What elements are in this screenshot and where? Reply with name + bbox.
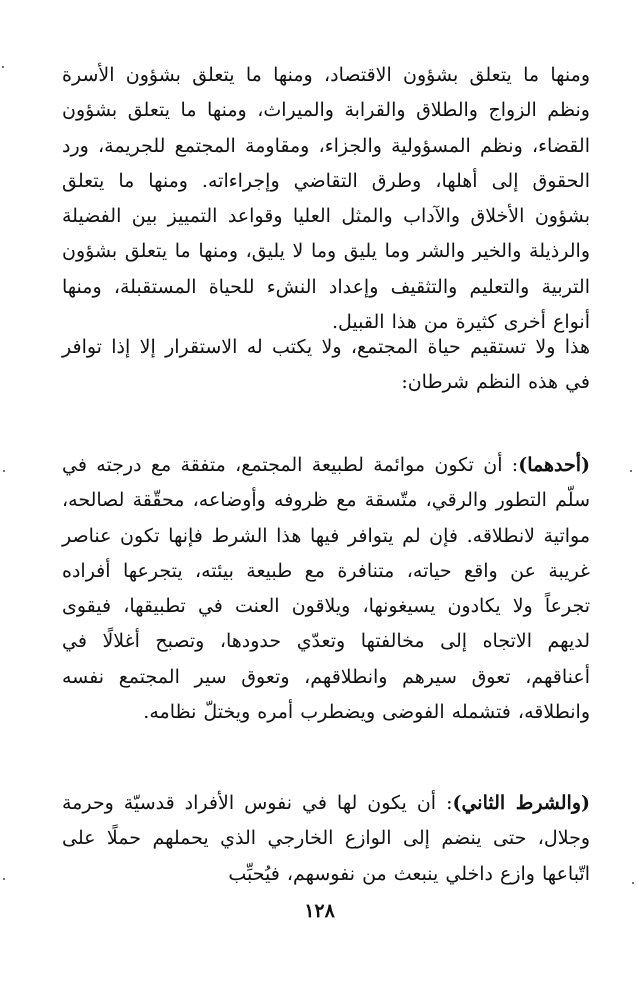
- paragraph-4: [62, 786, 590, 892]
- paragraph-2: [62, 330, 590, 401]
- paragraph-4-lead: (والشرط الثاني): [452, 792, 590, 814]
- scan-speck: [3, 470, 5, 472]
- paragraph-2-text: هذا ولا تستقيم حياة المجتمع، ولا يكتب له الاستقرار إلا إذا توافر في هذه النظم شرطان:: [62, 336, 590, 394]
- scan-speck: [632, 882, 634, 884]
- paragraph-1: [62, 58, 590, 340]
- scan-speck: [2, 66, 4, 68]
- paragraph-3: [62, 448, 590, 730]
- page-number: ١٢٨: [304, 900, 335, 922]
- scan-speck: [3, 878, 5, 880]
- scan-speck: [630, 470, 632, 472]
- paragraph-1-text: ومنها ما يتعلق بشؤون الاقتصاد، ومنها ما يتعلق بشؤون الأسرة ونظم الزواج والطلاق والقرابة والميراث، ومنها ما يتعلق بشؤون القضاء، ونظم المسؤولية والجزاء، ومقاومة المجتمع للجريمة، ورد الحقوق إلى أهلها، وطرق التقاضي وإجراءاته. ومنها ما يتعلق بشؤون الأخلاق والآداب والمثل العليا وقواعد التمييز بين الفضيلة والرذيلة والخير والشر وما يليق وما لا يليق، ومنها ما يتعلق بشؤون التربية والتعليم والتثقيف وإعداد النشء للحياة المستقبلة، ومنها أنواع أخرى كثيرة من هذا القبيل.: [62, 64, 590, 334]
- paragraph-3-lead: (أحدهما): [518, 454, 590, 476]
- paragraph-4-text: : أن يكون لها في نفوس الأفراد قدسيّة وحرمة وجلال، حتى ينضم إلى الوازع الخارجي الذي يحملهم حملًا على اتّباعها وازع داخلي ينبعث من نفوسهم، فيُحبِّب: [62, 792, 590, 885]
- paragraph-3-text: : أن تكون موائمة لطبيعة المجتمع، متفقة مع درجته في سلّم التطور والرقي، متّسقة مع ظروفه وأوضاعه، محقّقة لصالحه، مواتية لانطلاقه. فإن لم يتوافر فيها هذا الشرط فإنها تكون عناصر غريبة عن واقع حياته، متنافرة مع طبيعة بيئته، يتجرعها أفراده تجرعاً ولا يكادون يسيغونها، ويلاقون العنت في تطبيقها، فيقوى لديهم الاتجاه إلى مخالفتها وتعدّي حدودها، وتصبح أغلالًا في أعناقهم، تعوق سيرهم وانطلاقهم، وتعوق سير المجتمع نفسه وانطلاقه، فتشمله الفوضى ويضطرب أمره ويختلّ نظامه.: [62, 454, 590, 724]
